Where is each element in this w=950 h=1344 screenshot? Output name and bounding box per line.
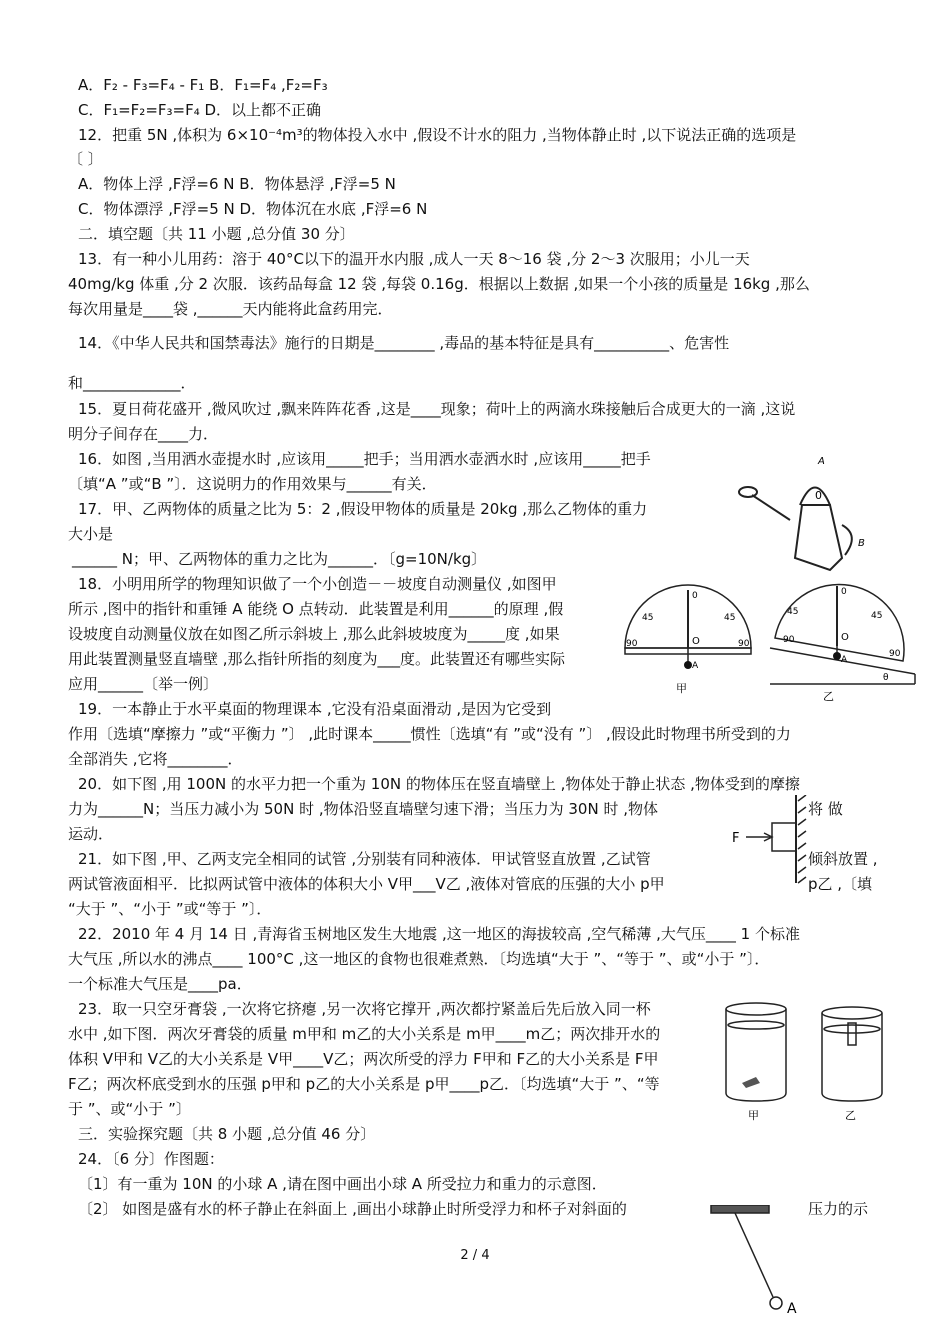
gauge-yi-caption: 乙 (823, 690, 834, 703)
gauge-figure-yi (765, 576, 925, 706)
gauge-yi-label-a: A (841, 655, 848, 665)
text-line: 和_____________． (68, 374, 196, 392)
beakers-figure (718, 995, 898, 1125)
text-line: 全部消失 ,它将________． (68, 750, 243, 768)
page-number: 2 / 4 (460, 1248, 490, 1263)
beaker-caption-yi: 乙 (845, 1109, 856, 1122)
kettle-label-b: B (858, 538, 865, 549)
text-line: 18．小明用所学的物理知识做了一个小创造－－坡度自动测量仪 ,如图甲 (78, 575, 557, 593)
gauge-jia-label-a: A (692, 661, 699, 671)
gauge-jia-tick: 0 (692, 591, 698, 601)
text-line: 16．如图 ,当用洒水壶提水时 ,应该用_____把手；当用洒水壶洒水时 ,应该用_____把手 (78, 450, 651, 468)
gauge-yi-tick: 45 (787, 607, 799, 617)
gauge-yi-tick: 0 (841, 587, 847, 597)
text-line: 压力的示 (808, 1200, 869, 1218)
text-line: 〔1〕有一重为 10N 的小球 A ,请在图中画出小球 A 所受拉力和重力的示意图． (78, 1175, 607, 1193)
text-line: F乙；两次杯底受到水的压强 p甲和 p乙的大小关系是 p甲____p乙．〔均选填“大于 ”、“等 (68, 1075, 660, 1093)
text-line: 24．〔6 分〕作图题： (78, 1150, 224, 1168)
text-line: A．F₂ - F₃=F₄ - F₁ B．F₁=F₄ ,F₂=F₃ (78, 76, 328, 94)
gauge-jia-tick: 90 (626, 639, 638, 649)
text-line: ______ N；甲、乙两物体的重力之比为______．〔g=10N/kg〕 (72, 550, 487, 568)
text-line: C．物体漂浮 ,F浮=5 N D．物体沉在水底 ,F浮=6 N (78, 200, 428, 218)
beaker-caption-jia: 甲 (748, 1109, 759, 1122)
gauge-jia-tick: 45 (724, 613, 736, 623)
text-line: 17．甲、乙两物体的质量之比为 5：2 ,假设甲物体的质量是 20kg ,那么乙物体的重力 (78, 500, 648, 518)
pendulum-label-a: A (787, 1301, 797, 1317)
gauge-yi-label-o: O (841, 632, 849, 643)
gauge-yi-tick: 90 (889, 649, 901, 659)
text-line: 两试管液面相平．比拟两试管中液体的体积大小 V甲___V乙 ,液体对管底的压强的大小 p甲 (68, 875, 665, 893)
text-line: 体积 V甲和 V乙的大小关系是 V甲____V乙；两次所受的浮力 F甲和 F乙的大小关系是 F甲 (68, 1050, 659, 1068)
text-line: 将 做 (808, 800, 843, 818)
text-line: 12．把重 5N ,体积为 6×10⁻⁴m³的物体投入水中 ,假设不计水的阻力 ,当物体静止时 ,以下说法正确的选项是 (78, 126, 797, 144)
text-line: 二．填空题〔共 11 小题 ,总分值 30 分〕 (78, 225, 355, 243)
can-body (795, 505, 842, 570)
text-line: 〔 〕 (68, 150, 103, 168)
gauge-yi-tick: 45 (871, 611, 883, 621)
text-line: 20．如下图 ,用 100N 的水平力把一个重为 10N 的物体压在竖直墙壁上 ,物体处于静止状态 ,物体受到的摩擦 (78, 775, 800, 793)
spout (752, 495, 790, 520)
gauge-jia-label-o: O (692, 636, 700, 647)
gauge-jia-caption: 甲 (676, 682, 687, 695)
text-line: 三．实验探究题〔共 8 小题 ,总分值 46 分〕 (78, 1125, 376, 1143)
text-line: 〔填“A ”或“B ”〕．这说明力的作用效果与______有关． (68, 475, 437, 493)
text-line: 设坡度自动测量仪放在如图乙所示斜坡上 ,那么此斜坡坡度为_____度 ,如果 (68, 625, 560, 643)
text-line: 40mg/kg 体重 ,分 2 次服．该药品每盒 12 袋 ,每袋 0.16g．根据以上数据 ,如果一个小孩的质量是 16kg ,那么 (68, 275, 810, 293)
text-line: 大气压 ,所以水的沸点____ 100°C ,这一地区的食物也很难煮熟．〔均选填“大于 ”、“等于 ”、或“小于 ”〕． (68, 950, 770, 968)
gauge-yi-label-theta: θ (883, 673, 889, 683)
text-line: 应用______〔举一例〕 (68, 675, 219, 693)
text-line: 每次用量是____袋 ,______天内能将此盒药用完． (68, 300, 393, 318)
text-line: 一个标准大气压是____pa． (68, 975, 252, 993)
text-line: 作用〔选填“摩擦力 ”或“平衡力 ”〕 ,此时课本_____惯性〔选填“有 ”或“没有 ”〕 ,假设此时物理书所受到的力 (68, 725, 791, 743)
text-line: 用此装置测量竖直墙壁 ,那么指针所指的刻度为___度。此装置还有哪些实际 (68, 650, 566, 668)
text-line: 于 ”、或“小于 ”〕 (68, 1100, 191, 1118)
text-line: 运动． (68, 825, 114, 843)
handle-b (842, 525, 852, 555)
watering-can-figure (730, 450, 880, 575)
wall-press-label-f: F (732, 831, 740, 846)
text-line: p乙 ,〔填 (808, 875, 873, 893)
text-line: 力为______N；当压力减小为 50N 时 ,物体沿竖直墙壁匀速下滑；当压力为 30N 时 ,物体 (68, 800, 658, 818)
gauge-jia-tick: 90 (738, 639, 750, 649)
text-line: 14．《中华人民共和国禁毒法》施行的日期是________ ,毒品的基本特征是具有__________、危害性 (78, 334, 730, 352)
text-line: 所示 ,图中的指针和重锤 A 能绕 O 点转动．此装置是利用______的原理 ,假 (68, 600, 564, 618)
text-line: 21．如下图 ,甲、乙两支完全相同的试管 ,分别装有同种液体．甲试管竖直放置 ,乙试管 (78, 850, 651, 868)
text-line: 19．一本静止于水平桌面的物理课本 ,它没有沿桌面滑动 ,是因为它受到 (78, 700, 552, 718)
gauge-jia-tick: 45 (642, 613, 654, 623)
text-line: 水中 ,如下图．两次牙膏袋的质量 m甲和 m乙的大小关系是 m甲____m乙；两次排开水的 (68, 1025, 661, 1043)
text-line: 明分子间存在____力． (68, 425, 219, 443)
gauge-figure-jia (620, 576, 760, 696)
gauge-yi-tick: 90 (783, 635, 795, 645)
text-line: 大小是 (68, 525, 114, 543)
text-line: A．物体上浮 ,F浮=6 N B．物体悬浮 ,F浮=5 N (78, 175, 396, 193)
text-line: 22．2010 年 4 月 14 日 ,青海省玉树地区发生大地震 ,这一地区的海拔较高 ,空气稀薄 ,大气压____ 1 个标准 (78, 925, 800, 943)
text-line: “大于 ”、“小于 ”或“等于 ”〕． (68, 900, 272, 918)
kettle-label-o: 0 (815, 489, 822, 502)
text-line: C．F₁=F₂=F₃=F₄ D．以上都不正确 (78, 101, 322, 119)
text-line: 13．有一种小儿用药：溶于 40°C以下的温开水内服 ,成人一天 8～16 袋 ,分 2～3 次服用；小儿一天 (78, 250, 750, 268)
kettle-label-a: A (818, 456, 825, 467)
text-line: 23．取一只空牙膏袋 ,一次将它挤瘪 ,另一次将它撑开 ,两次都拧紧盖后先后放入同一杯 (78, 1000, 651, 1018)
text-line: 15．夏日荷花盛开 ,微风吹过 ,飘来阵阵花香 ,这是____现象；荷叶上的两滴水珠接触后合成更大的一滴 ,这说 (78, 400, 796, 418)
wall-press-figure (730, 795, 810, 885)
text-line: 倾斜放置 , (808, 850, 878, 868)
text-line: 〔2〕 如图是盛有水的杯子静止在斜面上 ,画出小球静止时所受浮力和杯子对斜面的 (78, 1200, 627, 1218)
